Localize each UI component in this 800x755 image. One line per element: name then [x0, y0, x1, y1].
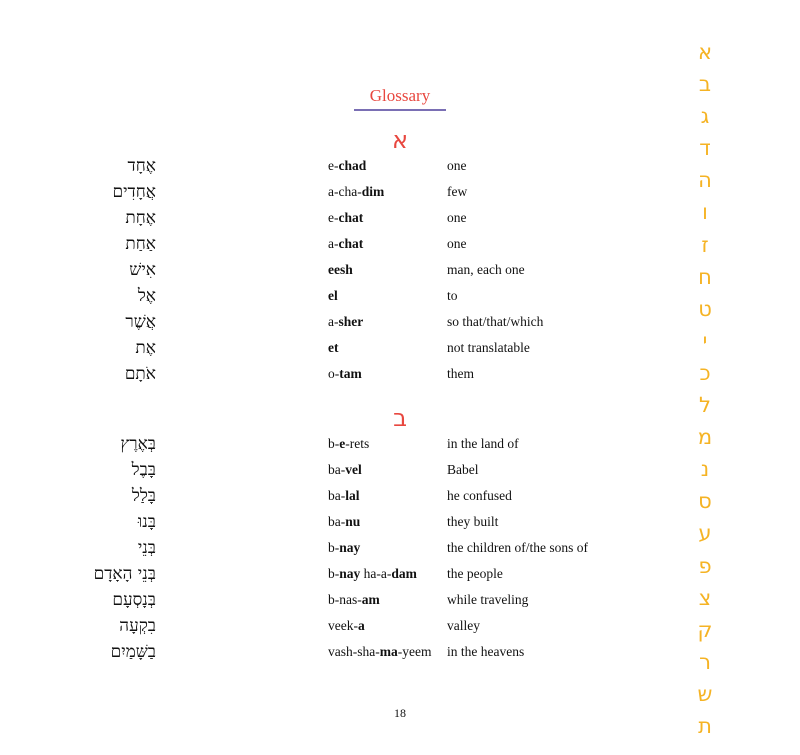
- transliteration: eesh: [328, 262, 353, 277]
- alphabet-letter: מ: [697, 425, 713, 450]
- glossary-entry: [0, 361, 640, 387]
- alphabet-letter: ב: [698, 72, 712, 97]
- transliteration: b-nay: [328, 540, 361, 555]
- alphabet-letter: ז: [701, 232, 709, 257]
- alphabet-index: [690, 36, 720, 742]
- hebrew-word: בְּנֵי: [137, 538, 156, 558]
- transliteration: a-chat: [328, 236, 364, 251]
- glossary-entry: [0, 205, 640, 231]
- glossary-entry: [0, 231, 640, 257]
- transliteration: veek-a: [328, 618, 365, 633]
- english-meaning: them: [447, 366, 474, 381]
- alphabet-letter: ד: [699, 136, 711, 161]
- hebrew-word: אֶת: [135, 338, 156, 358]
- transliteration: b-nay ha-a-dam: [328, 566, 417, 581]
- alphabet-letter: ע: [698, 521, 712, 546]
- glossary-entry: [0, 509, 640, 535]
- transliteration: e-chat: [328, 210, 364, 225]
- hebrew-word: אֹתָם: [124, 364, 156, 384]
- section-letter-heading: ב: [393, 404, 407, 432]
- alphabet-letter: ס: [698, 489, 712, 514]
- hebrew-word: בְּאֶרֶץ: [120, 434, 156, 454]
- alphabet-letter: צ: [698, 585, 712, 610]
- alphabet-letter: ט: [698, 296, 712, 321]
- transliteration: o-tam: [328, 366, 362, 381]
- alphabet-letter: ל: [699, 393, 711, 418]
- hebrew-word: בְּנֵי הָאָדָם: [93, 564, 156, 584]
- english-meaning: so that/that/which: [447, 314, 544, 329]
- transliteration: vash-sha-ma-yeem: [328, 644, 432, 659]
- hebrew-word: בָּבֶל: [131, 460, 156, 480]
- hebrew-word: אֶחָת: [125, 208, 156, 228]
- transliteration: a-cha-dim: [328, 184, 385, 199]
- alphabet-letter: פ: [698, 553, 712, 578]
- hebrew-word: בִקְעָה: [119, 616, 156, 636]
- hebrew-word: בָּלַל: [131, 486, 156, 506]
- english-meaning: in the land of: [447, 436, 519, 451]
- hebrew-word: אִישׁ: [129, 260, 156, 280]
- english-meaning: in the heavens: [447, 644, 525, 659]
- alphabet-letter: כ: [699, 360, 711, 385]
- glossary-entry: [0, 535, 640, 561]
- section-letter-heading: א: [391, 126, 409, 154]
- transliteration: et: [328, 340, 339, 355]
- glossary-entry: [0, 309, 640, 335]
- english-meaning: one: [447, 210, 467, 225]
- transliteration: ba-lal: [328, 488, 360, 503]
- glossary-entry: [0, 257, 640, 283]
- hebrew-word: אֶחָד: [127, 156, 156, 176]
- hebrew-word: אֲחָדִים: [112, 182, 156, 202]
- alphabet-letter: ה: [698, 168, 712, 193]
- transliteration: b-e-rets: [328, 436, 370, 451]
- transliteration: ba-vel: [328, 462, 362, 477]
- hebrew-word: בָּנוּ: [137, 512, 156, 532]
- alphabet-letter: ש: [697, 681, 713, 706]
- english-meaning: valley: [447, 618, 480, 633]
- alphabet-letter: י: [702, 328, 708, 353]
- alphabet-letter: ת: [698, 713, 712, 738]
- hebrew-word: אֲשֶׁר: [125, 312, 156, 332]
- glossary-entry: [0, 283, 640, 309]
- english-meaning: few: [447, 184, 468, 199]
- glossary-entry: [0, 639, 640, 665]
- hebrew-word: בְּנָסְעָם: [112, 590, 156, 610]
- alphabet-letter: ו: [702, 200, 708, 225]
- alphabet-letter: ק: [697, 617, 713, 642]
- alphabet-letter: ח: [698, 264, 712, 289]
- english-meaning: to: [447, 288, 458, 303]
- glossary-entry: [0, 179, 640, 205]
- alphabet-letter: נ: [700, 457, 710, 482]
- hebrew-word: אַחַת: [125, 234, 156, 254]
- hebrew-word: בַשָּׁמַיִם: [110, 642, 156, 662]
- alphabet-letter: ר: [699, 649, 711, 674]
- glossary-entry: [0, 483, 640, 509]
- page-number: 18: [394, 706, 406, 720]
- english-meaning: the people: [447, 566, 503, 581]
- transliteration: a-sher: [328, 314, 364, 329]
- english-meaning: they built: [447, 514, 499, 529]
- transliteration: ba-nu: [328, 514, 361, 529]
- glossary-entry: [0, 587, 640, 613]
- glossary-title: Glossary: [354, 86, 446, 111]
- english-meaning: Babel: [447, 462, 479, 477]
- english-meaning: while traveling: [447, 592, 529, 607]
- glossary-entry: [0, 431, 640, 457]
- alphabet-letter: א: [697, 40, 713, 64]
- english-meaning: not translatable: [447, 340, 530, 355]
- glossary-entry: [0, 561, 640, 587]
- english-meaning: the children of/the sons of: [447, 540, 588, 555]
- alphabet-letter: ג: [700, 104, 710, 129]
- transliteration: b-nas-am: [328, 592, 380, 607]
- glossary-entry: [0, 613, 640, 639]
- english-meaning: he confused: [447, 488, 512, 503]
- english-meaning: one: [447, 158, 467, 173]
- transliteration: el: [328, 288, 338, 303]
- english-meaning: man, each one: [447, 262, 525, 277]
- glossary-entry: [0, 457, 640, 483]
- hebrew-word: אֶל: [137, 286, 156, 306]
- glossary-entry: [0, 335, 640, 361]
- glossary-entry: [0, 153, 640, 179]
- english-meaning: one: [447, 236, 467, 251]
- transliteration: e-chad: [328, 158, 367, 173]
